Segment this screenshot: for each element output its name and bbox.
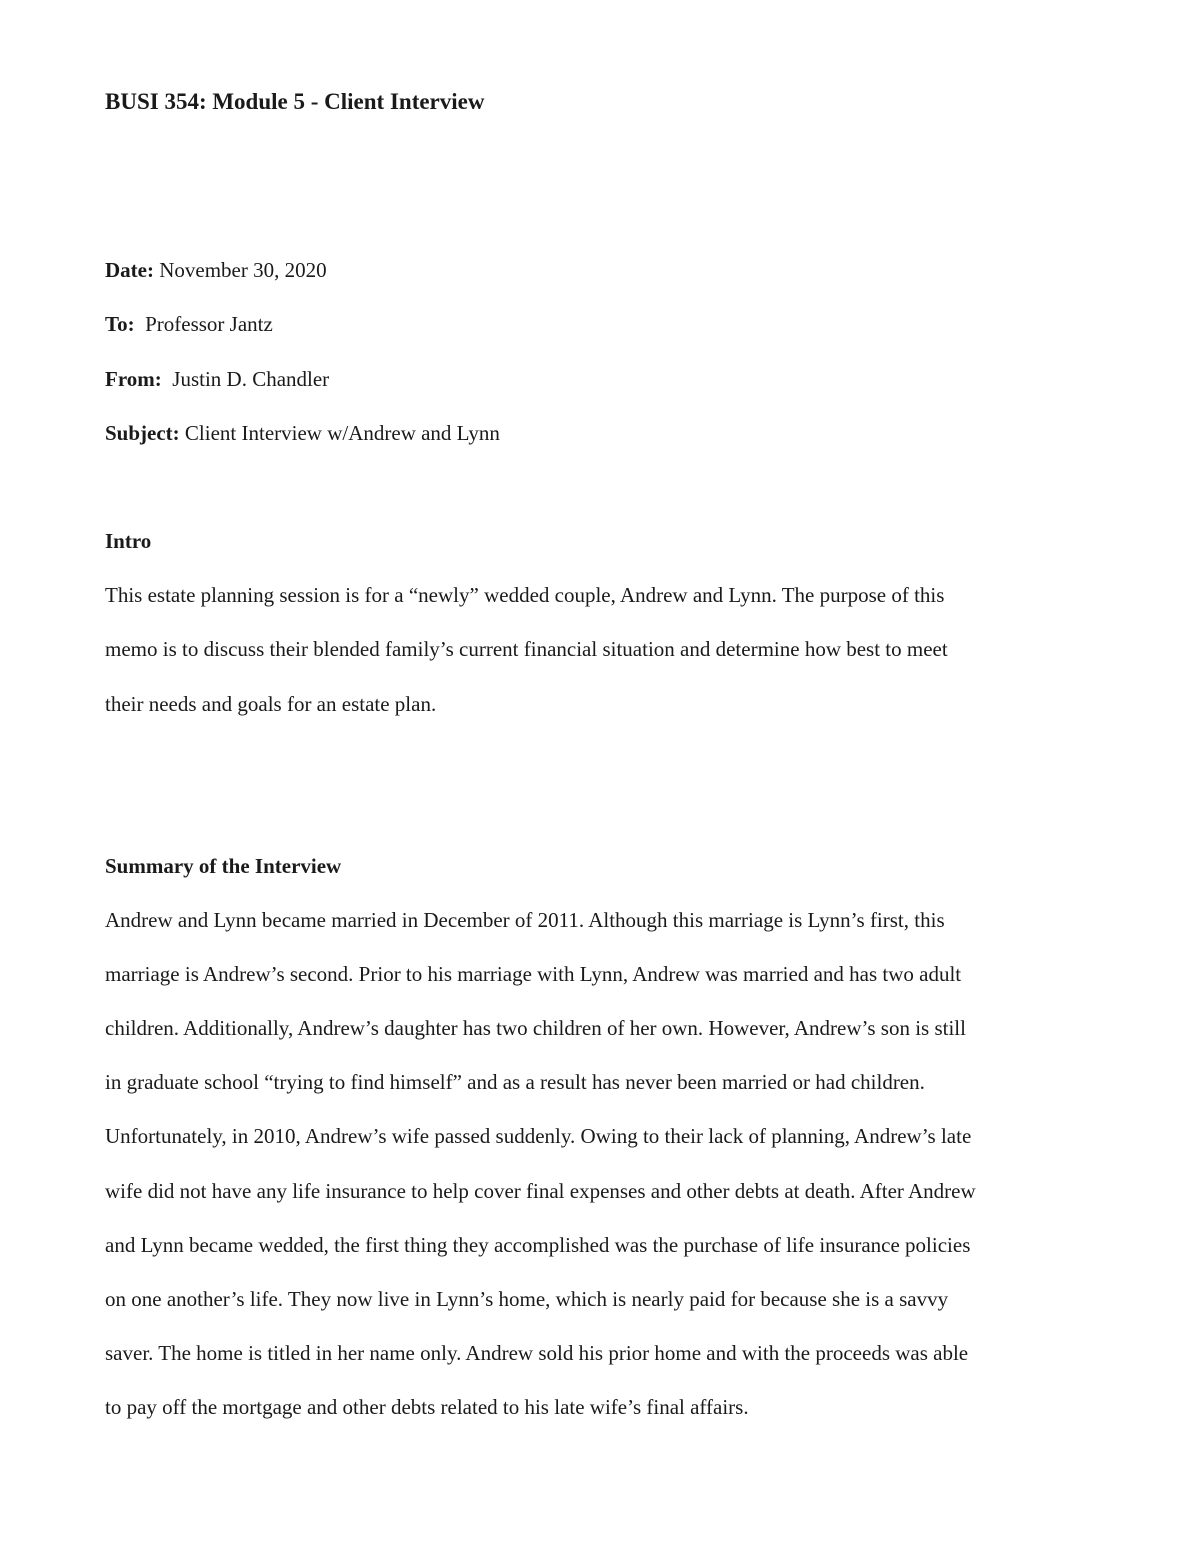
summary-line: in graduate school “trying to find himself” and as a result has never been married or had children.	[105, 1070, 925, 1094]
summary-line: children. Additionally, Andrew’s daughter has two children of her own. However, Andrew’s son is still	[105, 1016, 966, 1040]
intro-line: This estate planning session is for a “newly” wedded couple, Andrew and Lynn. The purpose of this	[105, 583, 945, 607]
summary-line: and Lynn became wedded, the first thing they accomplished was the purchase of life insurance policies	[105, 1233, 971, 1257]
intro-line: memo is to discuss their blended family’s current financial situation and determine how best to meet	[105, 637, 948, 661]
memo-to-value: Professor Jantz	[145, 312, 273, 336]
memo-subject-label: Subject:	[105, 421, 180, 445]
memo-from-value: Justin D. Chandler	[172, 367, 330, 391]
summary-line: Unfortunately, in 2010, Andrew’s wife passed suddenly. Owing to their lack of planning, Andrew’s late	[105, 1124, 972, 1148]
memo-date-label: Date:	[105, 258, 154, 282]
summary-line: on one another’s life. They now live in Lynn’s home, which is nearly paid for because she is a savvy	[105, 1287, 949, 1311]
memo-to-label: To:	[105, 312, 135, 336]
summary-line: to pay off the mortgage and other debts related to his late wife’s final affairs.	[105, 1395, 749, 1419]
summary-line: saver. The home is titled in her name only. Andrew sold his prior home and with the proceeds was able	[105, 1341, 969, 1365]
memo-to	[105, 309, 273, 339]
summary-line: wife did not have any life insurance to help cover final expenses and other debts at death. After Andrew	[105, 1179, 976, 1203]
document-title: BUSI 354: Module 5 - Client Interview	[105, 89, 485, 114]
memo-subject-value: Client Interview w/Andrew and Lynn	[184, 421, 500, 445]
summary-heading: Summary of the Interview	[105, 854, 342, 878]
summary-line: marriage is Andrew’s second. Prior to his marriage with Lynn, Andrew was married and has two adult	[105, 962, 962, 986]
memo-from-label: From:	[105, 367, 162, 391]
memo-from	[105, 364, 329, 394]
summary-line: Andrew and Lynn became married in December of 2011. Although this marriage is Lynn’s first, this	[105, 908, 945, 932]
memo-subject	[105, 418, 500, 448]
intro-heading: Intro	[105, 529, 152, 553]
memo-date-value: November 30, 2020	[159, 258, 327, 282]
memo-date	[105, 255, 327, 285]
intro-line: their needs and goals for an estate plan.	[105, 692, 437, 716]
